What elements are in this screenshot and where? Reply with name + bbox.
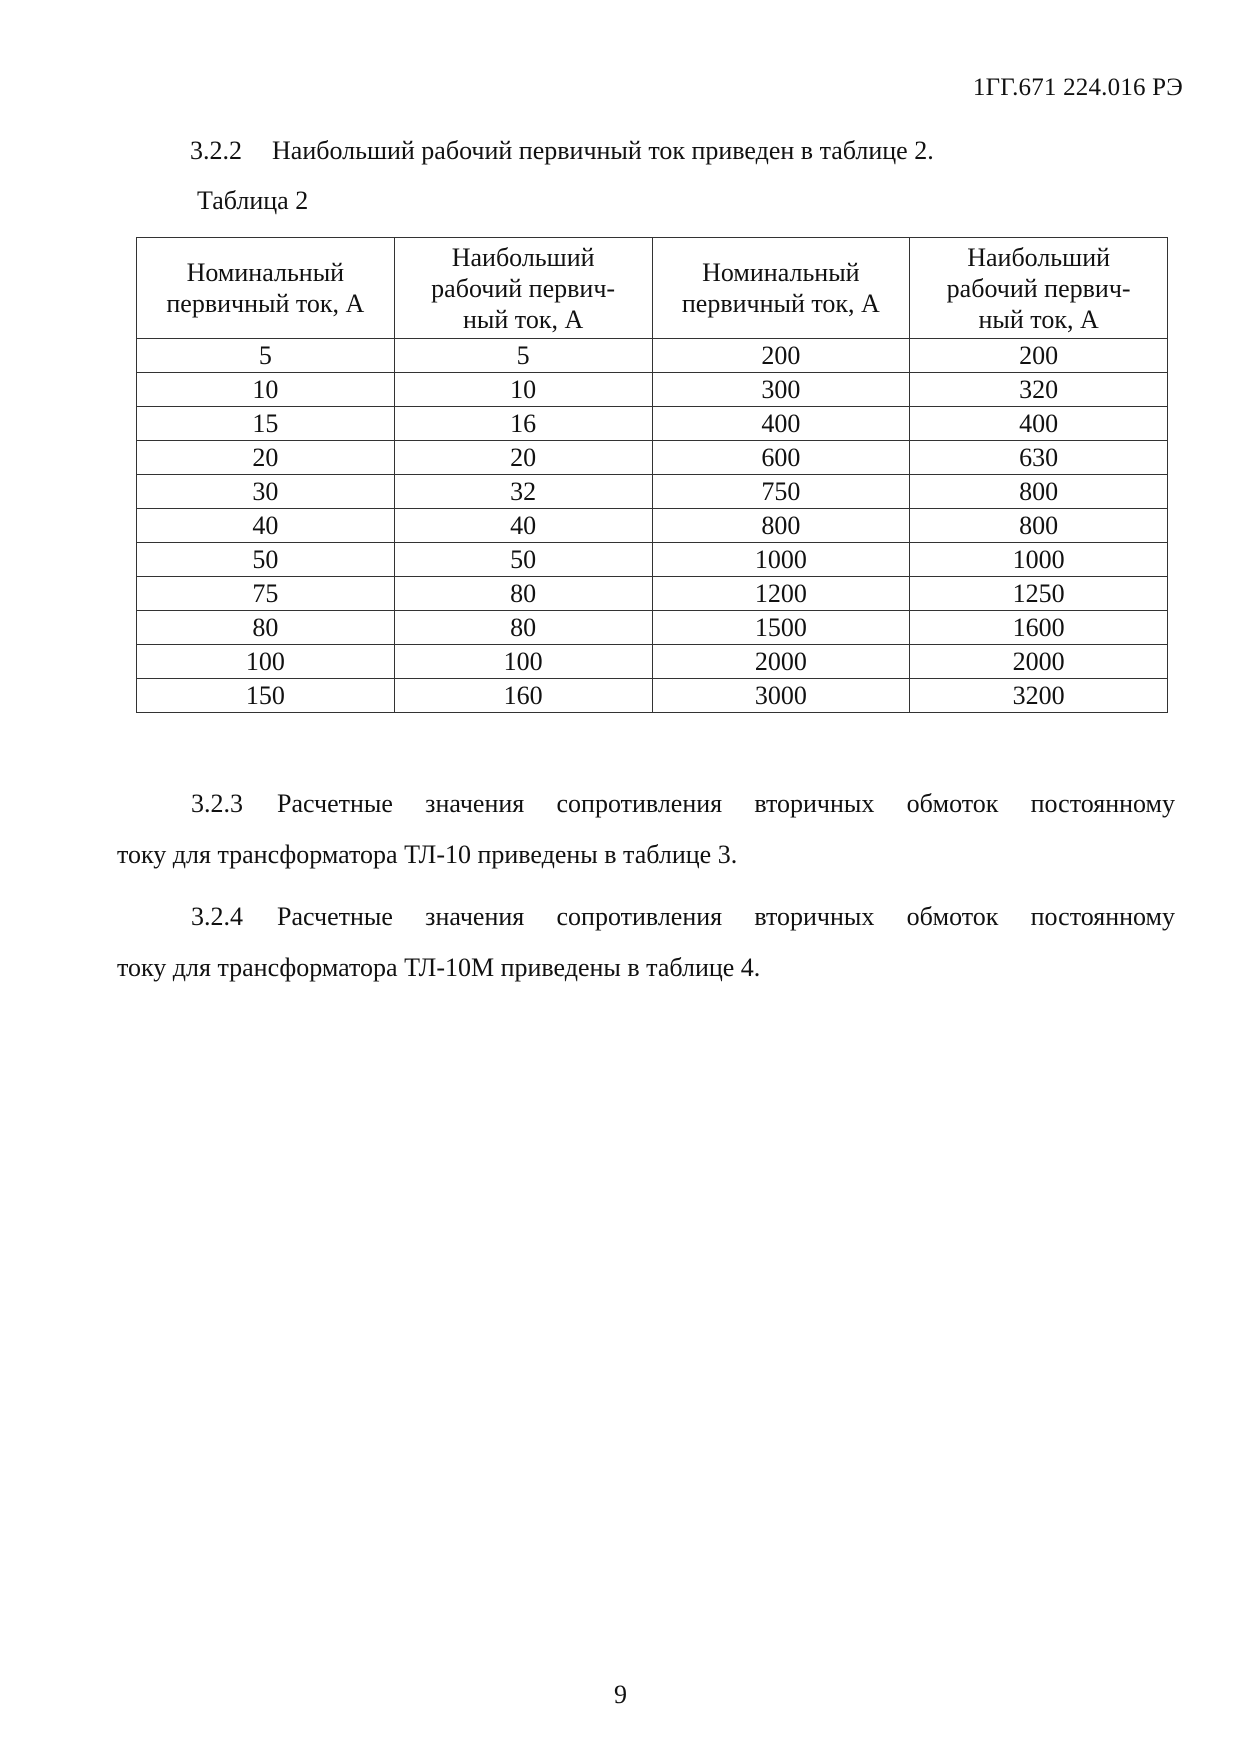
table-cell: 10 xyxy=(137,373,395,407)
table-cell: 30 xyxy=(137,475,395,509)
table-cell: 1000 xyxy=(652,543,910,577)
table-row xyxy=(137,339,1168,373)
column-header-nominal-current-1: Номинальный первичный ток, А xyxy=(137,238,395,339)
page-number: 9 xyxy=(614,1680,627,1709)
table-row xyxy=(137,645,1168,679)
table-cell: 320 xyxy=(910,373,1168,407)
section-3-2-2 xyxy=(190,136,934,166)
paragraph-line: току для трансформатора ТЛ-10 приведены в таблице 3. xyxy=(117,840,738,869)
table-cell: 50 xyxy=(137,543,395,577)
section-3-2-4 xyxy=(117,891,1175,993)
document-code: 1ГГ.671 224.016 РЭ xyxy=(972,74,1183,101)
section-3-2-3 xyxy=(117,778,1175,880)
table-cell: 200 xyxy=(910,339,1168,373)
paragraph-line: 3.2.4 Расчетные значения сопротивления вторичных обмоток постоянному xyxy=(117,891,1175,942)
table-cell: 80 xyxy=(394,577,652,611)
table-cell: 750 xyxy=(652,475,910,509)
table-cell: 200 xyxy=(652,339,910,373)
table-cell: 75 xyxy=(137,577,395,611)
table-cell: 100 xyxy=(137,645,395,679)
table-cell: 15 xyxy=(137,407,395,441)
table-cell: 16 xyxy=(394,407,652,441)
table-header-row xyxy=(137,238,1168,339)
table-cell: 1000 xyxy=(910,543,1168,577)
table-row xyxy=(137,373,1168,407)
table-cell: 2000 xyxy=(910,645,1168,679)
table-cell: 630 xyxy=(910,441,1168,475)
table-2 xyxy=(136,237,1168,713)
table-row xyxy=(137,407,1168,441)
table-row xyxy=(137,509,1168,543)
table-row xyxy=(137,543,1168,577)
paragraph-line: 3.2.3 Расчетные значения сопротивления вторичных обмоток постоянному xyxy=(117,778,1175,829)
column-header-max-working-current-2: Наибольший рабочий первич- ный ток, А xyxy=(910,238,1168,339)
table-cell: 600 xyxy=(652,441,910,475)
table-cell: 80 xyxy=(137,611,395,645)
table-cell: 32 xyxy=(394,475,652,509)
table-cell: 1600 xyxy=(910,611,1168,645)
column-header-max-working-current-1: Наибольший рабочий первич- ный ток, А xyxy=(394,238,652,339)
table-cell: 400 xyxy=(652,407,910,441)
table-cell: 400 xyxy=(910,407,1168,441)
table-cell: 20 xyxy=(394,441,652,475)
table-cell: 1500 xyxy=(652,611,910,645)
table-cell: 800 xyxy=(652,509,910,543)
table-cell: 800 xyxy=(910,475,1168,509)
section-number: 3.2.3 xyxy=(191,789,243,818)
table-cell: 20 xyxy=(137,441,395,475)
table-cell: 1200 xyxy=(652,577,910,611)
section-text: Наибольший рабочий первичный ток приведен в таблице 2. xyxy=(272,136,934,165)
section-number: 3.2.2 xyxy=(190,136,242,165)
table-row xyxy=(137,577,1168,611)
table-cell: 50 xyxy=(394,543,652,577)
table-caption: Таблица 2 xyxy=(197,186,309,215)
table-cell: 5 xyxy=(394,339,652,373)
column-header-nominal-current-2: Номинальный первичный ток, А xyxy=(652,238,910,339)
table-cell: 2000 xyxy=(652,645,910,679)
table-cell: 1250 xyxy=(910,577,1168,611)
table-cell: 40 xyxy=(137,509,395,543)
section-number: 3.2.4 xyxy=(191,902,243,931)
paragraph-line: току для трансформатора ТЛ-10М приведены в таблице 4. xyxy=(117,953,761,982)
table-cell: 160 xyxy=(394,679,652,713)
table-cell: 300 xyxy=(652,373,910,407)
table-cell: 800 xyxy=(910,509,1168,543)
table-row xyxy=(137,475,1168,509)
table-row xyxy=(137,679,1168,713)
table-cell: 10 xyxy=(394,373,652,407)
table-cell: 100 xyxy=(394,645,652,679)
table-cell: 5 xyxy=(137,339,395,373)
table-cell: 150 xyxy=(137,679,395,713)
table-row xyxy=(137,441,1168,475)
table-cell: 80 xyxy=(394,611,652,645)
table-cell: 3000 xyxy=(652,679,910,713)
table-row xyxy=(137,611,1168,645)
table-cell: 3200 xyxy=(910,679,1168,713)
table-cell: 40 xyxy=(394,509,652,543)
